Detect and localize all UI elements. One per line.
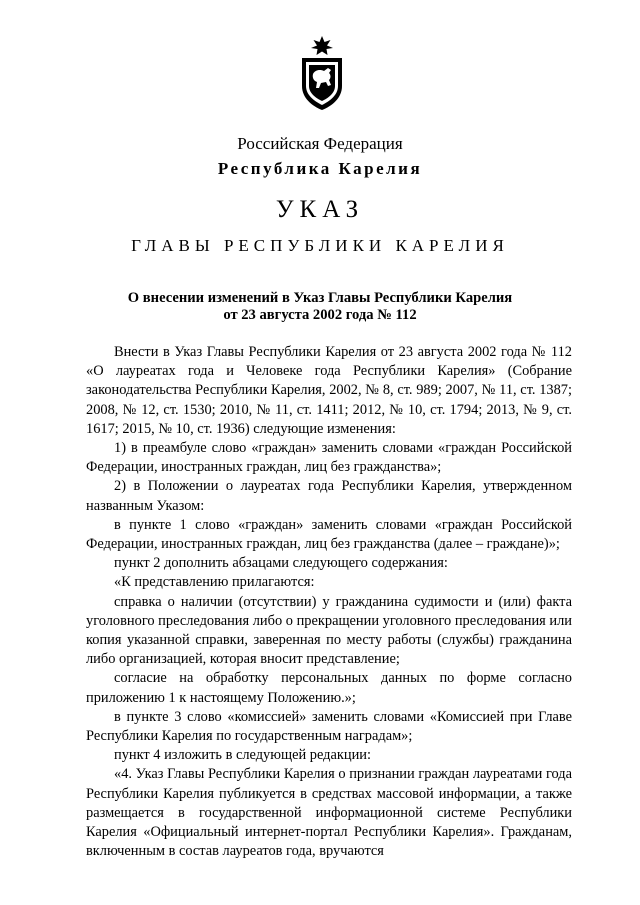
- decree-title: [0, 290, 640, 324]
- republic-name: Республика Карелия: [217, 159, 423, 178]
- decree-body: [86, 343, 572, 861]
- body-paragraph: пункт 2 дополнить абзацами следующего содержания:: [114, 555, 448, 572]
- body-paragraph: в пункте 1 слово «граждан» заменить словами «граждан Российской Федерации, иностранных граждан, лиц без гражданства (далее – граждане)»;: [86, 516, 572, 553]
- body-paragraph: 1) в преамбуле слово «граждан» заменить словами «граждан Российской Федерации, иностранных граждан, лиц без гражданства»;: [86, 440, 572, 476]
- country-name: Российская Федерация: [237, 134, 403, 153]
- decree-title-date: от 23 августа 2002 года № 112: [223, 307, 417, 323]
- issuer-name: ГЛАВЫ РЕСПУБЛИКИ КАРЕЛИЯ: [131, 236, 509, 255]
- decree-title-line: О внесении изменений в Указ Главы Республики Карелия: [127, 290, 513, 306]
- body-paragraph: «4. Указ Главы Республики Карелия о признании граждан лауреатами года Республики Карелия публикуется в средствах массовой информации, а также размещается в государственной информационной системе Республики Карелия «Официальный интернет-портал Республики Карелия». Гражданам, включенным в состав лауреатов года, вручаются: [86, 766, 572, 860]
- body-paragraph: справка о наличии (отсутствии) у гражданина судимости и (или) факта уголовного преследования либо о прекращении уголовного преследования или копия указанной справки, заверенная по месту работы (службы) гражданина либо организацией, которая вносит представление;: [86, 593, 572, 668]
- body-paragraph: согласие на обработку персональных данных по форме согласно приложению 1 к настоящему Положению.»;: [86, 670, 572, 706]
- body-paragraph: пункт 4 изложить в следующей редакции:: [114, 747, 371, 764]
- body-paragraph: Внести в Указ Главы Республики Карелия от 23 августа 2002 года № 112 «О лауреатах года и Человеке года Республики Карелия» (Собрание законодательства Республики Карелия, 2002, № 8, ст. 989; 2007, № 11, ст. 1387; 2008, № 12, ст. 1530; 2010, № 11, ст. 1411; 2012, № 10, ст. 1794; 2013, № 9, ст. 1617; 2015, № 10, ст. 1936) следующие изменения:: [86, 344, 572, 437]
- document-type: УКАЗ: [275, 196, 365, 223]
- body-paragraph: «К представлению прилагаются:: [114, 574, 315, 591]
- body-paragraph: в пункте 3 слово «комиссией» заменить словами «Комиссией при Главе Республики Карелия по государственным наградам»;: [86, 708, 572, 745]
- body-paragraph: 2) в Положении о лауреатах года Республики Карелия, утвержденном названным Указом:: [86, 478, 572, 514]
- karelia-coat-of-arms-icon: [296, 34, 348, 112]
